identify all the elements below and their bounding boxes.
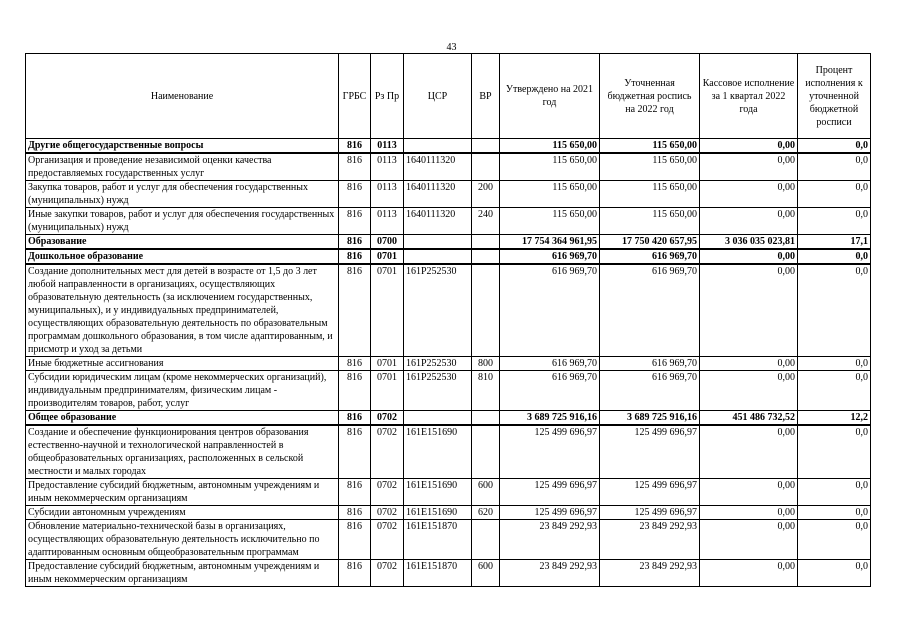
cell-csr: 161E151870 — [404, 520, 472, 560]
cell-refined: 17 750 420 657,95 — [600, 235, 700, 250]
cell-grbs: 816 — [339, 139, 371, 154]
cell-csr — [404, 249, 472, 264]
header-csr: ЦСР — [404, 54, 472, 139]
cell-approved: 125 499 696,97 — [500, 506, 600, 520]
cell-approved: 616 969,70 — [500, 371, 600, 411]
cell-cash: 0,00 — [700, 153, 798, 181]
cell-rzpr: 0701 — [371, 264, 404, 357]
cell-csr: 161P252530 — [404, 371, 472, 411]
cell-cash: 0,00 — [700, 249, 798, 264]
cell-percent: 0,0 — [798, 506, 871, 520]
header-rzpr: Рз Пр — [371, 54, 404, 139]
cell-refined: 125 499 696,97 — [600, 506, 700, 520]
cell-csr — [404, 139, 472, 154]
table-body — [26, 139, 871, 587]
cell-percent: 0,0 — [798, 560, 871, 587]
cell-refined: 115 650,00 — [600, 153, 700, 181]
cell-approved: 17 754 364 961,95 — [500, 235, 600, 250]
cell-csr: 1640111320 — [404, 208, 472, 235]
cell-rzpr: 0702 — [371, 506, 404, 520]
header-cash: Кассовое исполнение за 1 квартал 2022 года — [700, 54, 798, 139]
cell-percent: 0,0 — [798, 357, 871, 371]
cell-cash: 451 486 732,52 — [700, 411, 798, 426]
cell-grbs: 816 — [339, 208, 371, 235]
cell-name: Общее образование — [26, 411, 339, 426]
cell-cash: 0,00 — [700, 506, 798, 520]
cell-csr: 161E151870 — [404, 560, 472, 587]
cell-grbs: 816 — [339, 264, 371, 357]
cell-approved: 125 499 696,97 — [500, 425, 600, 479]
cell-grbs: 816 — [339, 479, 371, 506]
section-total-row — [26, 139, 871, 154]
cell-csr: 1640111320 — [404, 153, 472, 181]
cell-vr — [472, 411, 500, 426]
cell-name: Создание и обеспечение функционирования центров образования естественно-научной и технологической направленностей в общеобразовательных организациях, расположенных в сельской местности и малых городах — [26, 425, 339, 479]
cell-approved: 115 650,00 — [500, 181, 600, 208]
cell-grbs: 816 — [339, 371, 371, 411]
cell-cash: 0,00 — [700, 139, 798, 154]
header-percent: Процент исполнения к уточненной бюджетной росписи — [798, 54, 871, 139]
cell-refined: 616 969,70 — [600, 357, 700, 371]
header-grbs: ГРБС — [339, 54, 371, 139]
table-header-row — [26, 54, 871, 139]
cell-rzpr: 0702 — [371, 560, 404, 587]
cell-approved: 3 689 725 916,16 — [500, 411, 600, 426]
cell-approved: 23 849 292,93 — [500, 520, 600, 560]
cell-cash: 0,00 — [700, 425, 798, 479]
cell-percent: 17,1 — [798, 235, 871, 250]
cell-percent: 0,0 — [798, 371, 871, 411]
cell-vr: 620 — [472, 506, 500, 520]
table-row — [26, 479, 871, 506]
cell-refined: 125 499 696,97 — [600, 425, 700, 479]
cell-approved: 115 650,00 — [500, 208, 600, 235]
cell-csr — [404, 411, 472, 426]
cell-refined: 115 650,00 — [600, 139, 700, 154]
cell-name: Предоставление субсидий бюджетным, автономным учреждениям и иным некоммерческим организациям — [26, 560, 339, 587]
cell-vr: 800 — [472, 357, 500, 371]
cell-vr: 600 — [472, 560, 500, 587]
cell-grbs: 816 — [339, 153, 371, 181]
cell-grbs: 816 — [339, 357, 371, 371]
table-row — [26, 357, 871, 371]
cell-percent: 0,0 — [798, 139, 871, 154]
cell-vr: 810 — [472, 371, 500, 411]
cell-grbs: 816 — [339, 249, 371, 264]
cell-rzpr: 0701 — [371, 371, 404, 411]
cell-percent: 0,0 — [798, 425, 871, 479]
cell-rzpr: 0700 — [371, 235, 404, 250]
cell-name: Создание дополнительных мест для детей в возрасте от 1,5 до 3 лет любой направленности в организациях, осуществляющих образовательную деятельность (за исключением государственных, муниципальных), и у индивидуальных предпринимателей, осуществляющих образовательную деятельность по образовательным программам дошкольного образования, в том числе адаптированным, и присмотр и уход за детьми — [26, 264, 339, 357]
cell-cash: 0,00 — [700, 208, 798, 235]
header-vr: ВР — [472, 54, 500, 139]
cell-grbs: 816 — [339, 560, 371, 587]
cell-rzpr: 0113 — [371, 208, 404, 235]
cell-cash: 0,00 — [700, 264, 798, 357]
cell-approved: 616 969,70 — [500, 357, 600, 371]
cell-name: Образование — [26, 235, 339, 250]
table-row — [26, 520, 871, 560]
cell-vr — [472, 425, 500, 479]
cell-cash: 0,00 — [700, 520, 798, 560]
table-row — [26, 506, 871, 520]
cell-percent: 0,0 — [798, 153, 871, 181]
cell-cash: 3 036 035 023,81 — [700, 235, 798, 250]
section-total-row — [26, 411, 871, 426]
cell-percent: 0,0 — [798, 479, 871, 506]
cell-grbs: 816 — [339, 411, 371, 426]
cell-name: Обновление материально-технической базы в организациях, осуществляющих образовательную деятельность исключительно по адаптированным основным общеобразовательным программам — [26, 520, 339, 560]
cell-grbs: 816 — [339, 181, 371, 208]
cell-refined: 23 849 292,93 — [600, 560, 700, 587]
cell-vr — [472, 264, 500, 357]
section-total-row — [26, 235, 871, 250]
cell-refined: 125 499 696,97 — [600, 479, 700, 506]
cell-cash: 0,00 — [700, 479, 798, 506]
cell-csr: 161E151690 — [404, 506, 472, 520]
cell-approved: 115 650,00 — [500, 139, 600, 154]
cell-name: Закупка товаров, работ и услуг для обеспечения государственных (муниципальных) нужд — [26, 181, 339, 208]
cell-csr: 161E151690 — [404, 425, 472, 479]
cell-csr — [404, 235, 472, 250]
cell-percent: 0,0 — [798, 520, 871, 560]
cell-refined: 616 969,70 — [600, 371, 700, 411]
cell-cash: 0,00 — [700, 560, 798, 587]
cell-name: Субсидии автономным учреждениям — [26, 506, 339, 520]
cell-rzpr: 0701 — [371, 357, 404, 371]
cell-name: Другие общегосударственные вопросы — [26, 139, 339, 154]
cell-cash: 0,00 — [700, 371, 798, 411]
cell-percent: 0,0 — [798, 249, 871, 264]
cell-approved: 115 650,00 — [500, 153, 600, 181]
cell-vr — [472, 235, 500, 250]
cell-percent: 0,0 — [798, 264, 871, 357]
cell-vr — [472, 139, 500, 154]
cell-vr — [472, 249, 500, 264]
cell-vr: 600 — [472, 479, 500, 506]
budget-table — [25, 53, 871, 587]
table-row — [26, 181, 871, 208]
header-refined: Уточненная бюджетная роспись на 2022 год — [600, 54, 700, 139]
table-row — [26, 208, 871, 235]
cell-approved: 616 969,70 — [500, 264, 600, 357]
cell-grbs: 816 — [339, 506, 371, 520]
cell-grbs: 816 — [339, 425, 371, 479]
cell-csr: 1640111320 — [404, 181, 472, 208]
cell-refined: 3 689 725 916,16 — [600, 411, 700, 426]
header-name: Наименование — [26, 54, 339, 139]
cell-cash: 0,00 — [700, 357, 798, 371]
cell-percent: 0,0 — [798, 181, 871, 208]
cell-csr: 161P252530 — [404, 264, 472, 357]
cell-percent: 12,2 — [798, 411, 871, 426]
cell-name: Субсидии юридическим лицам (кроме некоммерческих организаций), индивидуальным предпринимателям, физическим лицам - производителям товаров, работ, услуг — [26, 371, 339, 411]
cell-cash: 0,00 — [700, 181, 798, 208]
cell-vr: 240 — [472, 208, 500, 235]
cell-refined: 115 650,00 — [600, 208, 700, 235]
cell-rzpr: 0113 — [371, 139, 404, 154]
cell-approved: 616 969,70 — [500, 249, 600, 264]
cell-name: Организация и проведение независимой оценки качества предоставляемых государственных услуг — [26, 153, 339, 181]
cell-vr: 200 — [472, 181, 500, 208]
cell-vr — [472, 153, 500, 181]
cell-rzpr: 0113 — [371, 153, 404, 181]
cell-percent: 0,0 — [798, 208, 871, 235]
section-total-row — [26, 249, 871, 264]
cell-rzpr: 0702 — [371, 520, 404, 560]
cell-approved: 125 499 696,97 — [500, 479, 600, 506]
header-approved: Утверждено на 2021 год — [500, 54, 600, 139]
cell-refined: 616 969,70 — [600, 249, 700, 264]
cell-refined: 115 650,00 — [600, 181, 700, 208]
table-row — [26, 371, 871, 411]
cell-vr — [472, 520, 500, 560]
cell-rzpr: 0702 — [371, 425, 404, 479]
cell-csr: 161P252530 — [404, 357, 472, 371]
cell-approved: 23 849 292,93 — [500, 560, 600, 587]
table-row — [26, 425, 871, 479]
cell-rzpr: 0702 — [371, 479, 404, 506]
cell-name: Иные бюджетные ассигнования — [26, 357, 339, 371]
cell-refined: 23 849 292,93 — [600, 520, 700, 560]
table-row — [26, 560, 871, 587]
cell-name: Иные закупки товаров, работ и услуг для обеспечения государственных (муниципальных) нужд — [26, 208, 339, 235]
cell-grbs: 816 — [339, 235, 371, 250]
table-row — [26, 264, 871, 357]
cell-csr: 161E151690 — [404, 479, 472, 506]
cell-rzpr: 0701 — [371, 249, 404, 264]
cell-refined: 616 969,70 — [600, 264, 700, 357]
cell-grbs: 816 — [339, 520, 371, 560]
cell-name: Предоставление субсидий бюджетным, автономным учреждениям и иным некоммерческим организациям — [26, 479, 339, 506]
page-number: 43 — [446, 42, 457, 53]
cell-rzpr: 0702 — [371, 411, 404, 426]
cell-rzpr: 0113 — [371, 181, 404, 208]
cell-name: Дошкольное образование — [26, 249, 339, 264]
table-row — [26, 153, 871, 181]
